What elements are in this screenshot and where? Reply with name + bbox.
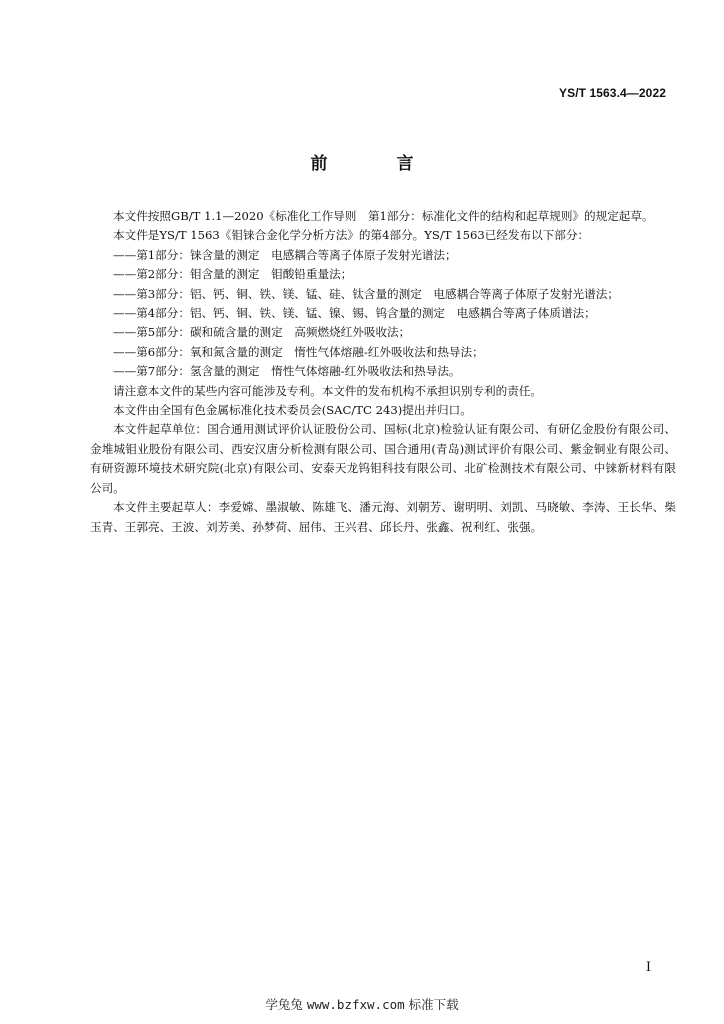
footer-site-name: 学兔兔 bbox=[265, 997, 303, 1012]
paragraph-patent-notice: 请注意本文件的某些内容可能涉及专利。本文件的发布机构不承担识别专利的责任。 bbox=[113, 383, 542, 398]
page-title: 前 言 bbox=[310, 154, 440, 174]
foreword-body bbox=[90, 207, 676, 537]
part-list-item: ——第2部分：钼含量的测定 钼酸铅重量法； bbox=[113, 267, 353, 282]
paragraph-drafters: 本文件主要起草人：李爱嫦、墨淑敏、陈雄飞、潘元海、刘朝芳、谢明明、刘凯、马晓敏、李涛、王长华、柴玉青、王郭亮、王波、刘芳美、孙梦荷、屈伟、王兴君、邱长丹、张鑫、祝利红、张强。 bbox=[90, 500, 676, 534]
footer-watermark bbox=[0, 995, 724, 1013]
part-list-item: ——第7部分：氢含量的测定 惰性气体熔融-红外吸收法和热导法。 bbox=[113, 364, 461, 379]
part-list-item: ——第6部分：氧和氮含量的测定 惰性气体熔融-红外吸收法和热导法； bbox=[113, 344, 484, 359]
paragraph-drafting-units: 本文件起草单位：国合通用测试评价认证股份公司、国标(北京)检验认证有限公司、有研亿金股份有限公司、金堆城钼业股份有限公司、西安汉唐分析检测有限公司、国合通用(青岛)测试评价有限公司、紫金铜业有限公司、有研资源环境技术研究院(北京)有限公司、安泰天龙钨钼科技有限公司、北矿检测技术有限公司、中铼新材料有限公司。 bbox=[90, 422, 676, 495]
paragraph-drafting-rules: 本文件按照GB/T 1.1—2020《标准化工作导则 第1部分：标准化文件的结构和起草规则》的规定起草。 bbox=[113, 209, 654, 223]
document-number: YS/T 1563.4—2022 bbox=[558, 86, 666, 100]
part-list-item: ——第4部分：铝、钙、铜、铁、镁、锰、镍、锡、钨含量的测定 电感耦合等离子体质谱法； bbox=[113, 306, 596, 321]
paragraph-proposer: 本文件由全国有色金属标准化技术委员会(SAC/TC 243)提出并归口。 bbox=[113, 403, 472, 418]
footer-url-link[interactable]: www.bzfxw.com bbox=[306, 997, 405, 1012]
part-list-item: ——第3部分：铝、钙、铜、铁、镁、锰、硅、钛含量的测定 电感耦合等离子体原子发射光谱法； bbox=[113, 286, 619, 301]
part-list-item: ——第5部分：碳和硫含量的测定 高频燃烧红外吸收法； bbox=[113, 325, 411, 340]
page-number: I bbox=[645, 960, 651, 975]
paragraph-series-intro: 本文件是YS/T 1563《钼铼合金化学分析方法》的第4部分。YS/T 1563已经发布以下部分： bbox=[113, 228, 590, 243]
part-list-item: ——第1部分：铼含量的测定 电感耦合等离子体原子发射光谱法； bbox=[113, 247, 457, 262]
footer-tagline: 标准下载 bbox=[408, 997, 459, 1012]
